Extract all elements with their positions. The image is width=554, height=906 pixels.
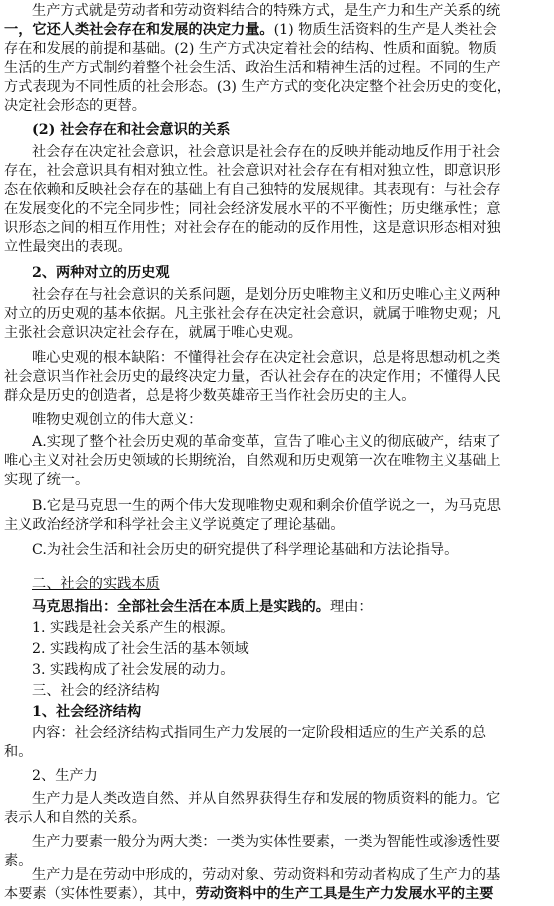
list-item: 2. 实践构成了社会生活的基本领域	[32, 641, 249, 657]
list-item: 3. 实践构成了社会发展的动力。	[32, 662, 235, 678]
text-line: 社会存在与社会意识的关系问题，是划分历史唯物主义和历史唯心主义两种	[32, 287, 501, 303]
text-line: 群众是历史的创造者，总是将少数英雄帝王当作社会历史的主人。	[4, 388, 416, 404]
text-line: 实现了统一。	[4, 472, 90, 488]
text-line: 内容：社会经济结构式指同生产力发展的一定阶段相适应的生产关系的总	[32, 725, 487, 741]
text-line: 唯心史观的根本缺陷：不懂得社会存在决定社会意识，总是将思想动机之类	[32, 350, 501, 366]
text-line: 生产方式就是劳动者和劳动资料结合的特殊方式，是生产力和生产关系的统	[32, 3, 501, 19]
text-line: 表示人和自然的关系。	[4, 810, 146, 826]
text-line: 决定社会形态的更替。	[4, 98, 146, 114]
section-heading: 2、两种对立的历史观	[32, 265, 170, 281]
text-line: 素。	[4, 853, 33, 869]
text-line: 生产力要素一般分为两大类：一类为实体性要素，一类为智能性或渗透性要	[32, 834, 501, 850]
text-line: 和。	[4, 744, 33, 760]
section-heading: 1、社会经济结构	[32, 704, 142, 720]
text-line: 马克思指出：全部社会生活在本质上是实践的。理由：	[32, 599, 373, 615]
text-line: 社会存在决定社会意识，社会意识是社会存在的反映并能动地反作用于社会	[32, 144, 501, 160]
text-line: 在发展变化的不完全同步性；同社会经济发展水平的不平衡性；历史继承性；意	[4, 201, 501, 217]
section-heading: 三、社会的经济结构	[32, 683, 160, 699]
text-line: 生产力是人类改造自然、并从自然界获得生存和发展的物质资料的能力。它	[32, 791, 501, 807]
text-line: C.为社会生活和社会历史的研究提供了科学理论基础和方法论指导。	[32, 542, 459, 558]
text-line: 唯心主义对社会历史领域的长期统治，自然观和历史观第一次在唯物主义基础上	[4, 453, 501, 469]
text-line: 识形态之间的相互作用性；对社会存在的能动的反作用性，这是意识形态相对独	[4, 220, 501, 236]
text-line: 本要素（实体性要素），其中，劳动资料中的生产工具是生产力发展水平的主要	[4, 886, 494, 902]
text-line: 对立的历史观的基本依据。凡主张社会存在决定社会意识，就属于唯物史观；凡	[4, 306, 501, 322]
text-line: 主张社会意识决定社会存在，就属于唯心史观。	[4, 325, 302, 341]
text-line: B.它是马克思一生的两个伟大发现唯物史观和剩余价值学说之一，为马克思	[32, 498, 501, 514]
text-line: 生产力是在劳动中形成的，劳动对象、劳动资料和劳动者构成了生产力的基	[32, 867, 501, 883]
text-line: 生活的生产方式制约着整个社会生活、政治生活和精神生活的过程。不同的生产	[4, 60, 501, 76]
text-line: 主义政治经济学和科学社会主义学说奠定了理论基础。	[4, 517, 345, 533]
section-heading: (2) 社会存在和社会意识的关系	[32, 122, 231, 138]
text-line: 方式表现为不同性质的社会形态。(3) 生产方式的变化决定整个社会历史的变化，	[4, 79, 511, 95]
section-heading: 二、社会的实践本质	[32, 576, 160, 592]
text-line: 存在，社会意识具有相对独立性。社会意识对社会存在有相对独立性，即意识形	[4, 163, 501, 179]
text-line: 唯物史观创立的伟大意义：	[32, 412, 203, 428]
text-line: 立性最突出的表现。	[4, 239, 132, 255]
text-line: 存在和发展的前提和基础。(2) 生产方式决定着社会的结构、性质和面貌。物质	[4, 41, 497, 57]
section-heading: 2、生产力	[32, 768, 98, 784]
text-line: 态在依赖和反映社会存在的基础上有自己独特的发展规律。其表现有：与社会存	[4, 182, 501, 198]
list-item: 1. 实践是社会关系产生的根源。	[32, 620, 235, 636]
text-line: 社会意识当作社会历史的最终决定力量，否认社会存在的决定作用；不懂得人民	[4, 369, 501, 385]
text-line: A.实现了整个社会历史观的革命变革，宣告了唯心主义的彻底破产，结束了	[32, 434, 501, 450]
text-line: 一，它还人类社会存在和发展的决定力量。(1) 物质生活资料的生产是人类社会	[4, 22, 497, 38]
